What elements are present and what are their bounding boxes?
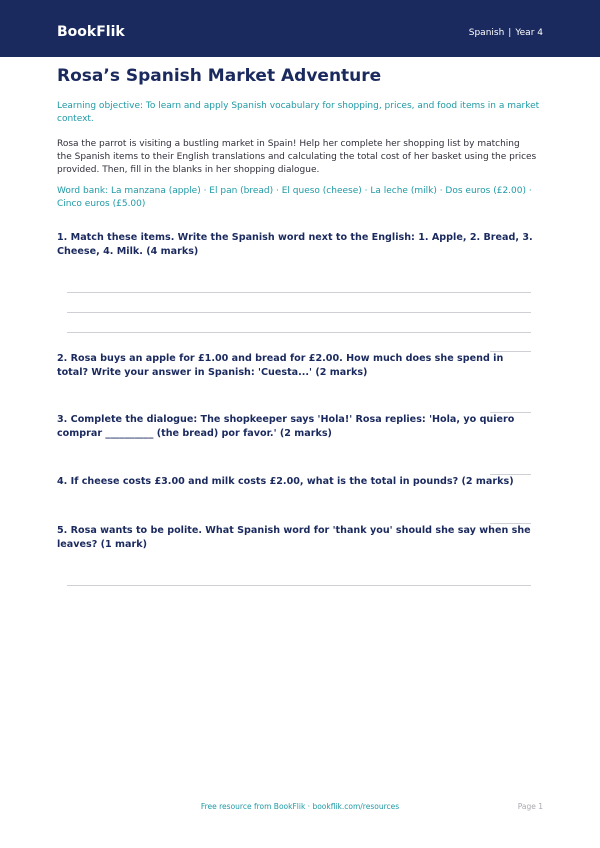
subject-meta: [469, 27, 543, 39]
question-5: 5. Rosa wants to be polite. What Spanish word for 'thank you' should she say when she leaves? (1 mark): [57, 525, 531, 550]
question-3: 3. Complete the dialogue: The shopkeeper says 'Hola!' Rosa replies: 'Hola, yo quiero comprar __________ (the bread) por favor.' (2 marks): [57, 414, 515, 439]
page-header: [0, 0, 600, 57]
subject-label: Spanish: [468, 28, 505, 38]
year-label: Year 4: [515, 28, 543, 38]
intro-paragraph: Rosa the parrot is visiting a bustling market in Spain! Help her complete her shopping list by matching the Spanish items to their English translations and calculating the total cost of her basket using the prices provided. Then, fill in the blanks in her shopping dialogue.: [57, 139, 537, 175]
question-4: 4. If cheese costs £3.00 and milk costs £2.00, what is the total in pounds? (2 marks): [57, 476, 514, 487]
footer-credit[interactable]: [0, 802, 600, 812]
footer-credit-text[interactable]: Free resource from BookFlik · bookflik.com/resources: [200, 802, 400, 811]
answer-line[interactable]: [67, 585, 531, 586]
brand-logo: BookFlik: [57, 24, 125, 40]
meta-separator: |: [508, 28, 512, 38]
page-number: Page 1: [517, 802, 543, 811]
worksheet-title: Rosa’s Spanish Market Adventure: [57, 66, 382, 86]
answer-line[interactable]: [67, 312, 531, 313]
answer-line[interactable]: [67, 292, 531, 293]
learning-objective: Learning objective: To learn and apply Spanish vocabulary for shopping, prices, and food items in a market context.: [57, 101, 540, 124]
question-1: 1. Match these items. Write the Spanish word next to the English: 1. Apple, 2. Bread, 3. Cheese, 4. Milk. (4 marks): [57, 232, 533, 257]
word-bank: Word bank: La manzana (apple) · El pan (bread) · El queso (cheese) · La leche (milk) · Dos euros (£2.00) · Cinco euros (£5.00): [57, 186, 532, 209]
question-2: 2. Rosa buys an apple for £1.00 and bread for £2.00. How much does she spend in total? Write your answer in Spanish: 'Cuesta...' (2 marks): [57, 353, 504, 378]
answer-line[interactable]: [67, 332, 531, 333]
